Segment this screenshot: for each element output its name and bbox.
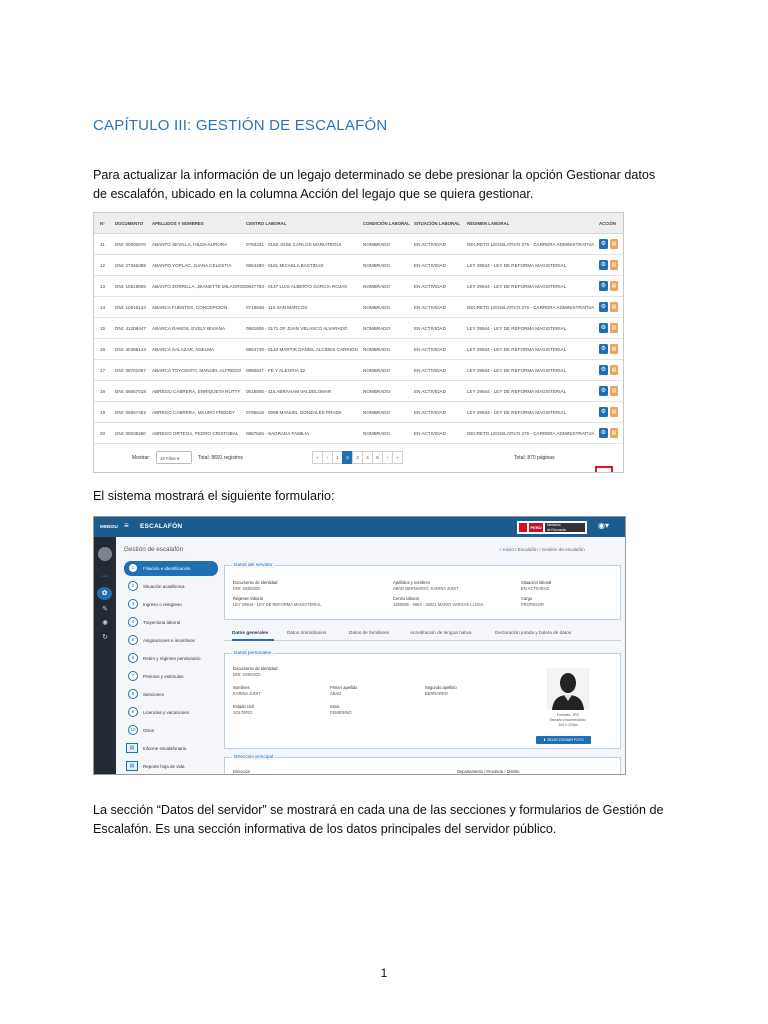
page-button[interactable]: « [312, 451, 323, 464]
manage-escalafon-gear-icon[interactable]: ⚙ [600, 325, 607, 331]
manage-escalafon-gear-icon[interactable]: ⚙ [600, 346, 607, 352]
sidebar-item-label: Informe escalafonario [143, 746, 187, 751]
row-situation: EN ACTIVIDAD [414, 389, 446, 394]
report-document-icon[interactable]: ▤ [611, 283, 617, 289]
row-regime: DECRETO LEGISLATIVO 276 - CARRERA ADMINISTRATIVA [467, 431, 595, 436]
tab-address[interactable]: Datos domiciliarios [287, 630, 327, 635]
tab-declaration[interactable]: Declaración jurada y boleta de datos [495, 630, 572, 635]
avatar [98, 547, 112, 561]
row-condition: NOMBRADO [363, 431, 391, 436]
photo-size-label: Tamaño recomendado: [549, 718, 587, 722]
report-document-icon[interactable]: ▤ [611, 262, 617, 268]
report-document-icon[interactable]: ▤ [611, 430, 617, 436]
step-number-badge: 5 [128, 635, 138, 645]
col-header-names: APELLIDOS Y NOMBRES [152, 221, 204, 226]
personal-data-title: Datos personales [234, 651, 272, 656]
step-number-badge: 9 [128, 707, 138, 717]
person-silhouette-icon [547, 668, 589, 710]
row-number: 12 [100, 263, 106, 268]
server-doc-label: Documento de identidad [233, 580, 278, 585]
step-number-badge: 1 [128, 563, 138, 573]
sidebar-item-label: Reporte hoja de vida [143, 764, 185, 769]
row-document: DNI: 41208447 [115, 326, 146, 331]
report-icon: ▤ [126, 743, 138, 753]
gov-branding [517, 521, 587, 534]
row-condition: NOMBRADO [363, 368, 391, 373]
report-document-icon[interactable]: ▤ [611, 304, 617, 310]
escalafon-form-screenshot [93, 516, 626, 775]
manage-escalafon-gear-icon[interactable]: ⚙ [600, 367, 607, 373]
row-condition: NOMBRADO [363, 347, 391, 352]
table-row [94, 423, 623, 444]
row-names: ABANTO ZORRILLA, JEANETTE MILAGROS [152, 284, 247, 289]
sidebar-item[interactable] [124, 723, 218, 738]
row-names: ABREGO CABRERA, MAURO FREDDY [152, 410, 235, 415]
sidebar-item[interactable] [124, 705, 218, 720]
row-situation: EN ACTIVIDAD [414, 431, 446, 436]
report-document-icon[interactable]: ▤ [611, 388, 617, 394]
row-document: DNI: 00035290 [115, 431, 146, 436]
sidebar-item[interactable] [124, 579, 218, 594]
row-names: ABARCA RAMOS, EVELY BIVIANA [152, 326, 226, 331]
address-label: Dirección [233, 769, 251, 774]
sex-value: FEMENINO [330, 710, 352, 715]
sidebar-item-label: Premios y estímulos [143, 674, 184, 679]
row-condition: NOMBRADO [363, 263, 391, 268]
row-workplace: 0647784 - 0147 LUIS ALBERTO GARCIA ROJAS [246, 284, 348, 289]
row-names: ABANTO SEVILLA, HILDA AURORA [152, 242, 228, 247]
total-records: Total: 8691 registros [198, 455, 244, 461]
dots-icon: ··· [101, 573, 109, 580]
table-row [94, 255, 623, 276]
row-document: DNI: 27346389 [115, 263, 146, 268]
step-number-badge: 4 [128, 617, 138, 627]
sidebar-item-label: Retiro y régimen pensionario [143, 656, 201, 661]
civil-status-value: SOLTERO [233, 710, 253, 715]
row-number: 13 [100, 284, 106, 289]
form-main [224, 561, 621, 775]
closing-line-1: La sección “Datos del servidor” se mostrará en cada una de las secciones y formularios de Gestión de [93, 803, 664, 817]
ministry-line-1: Ministerio [547, 523, 561, 527]
names-value: KARINA JUDIT [233, 691, 261, 696]
row-number: 20 [100, 431, 106, 436]
page-button[interactable]: 5 [372, 451, 383, 464]
row-document: DNI: 00000670 [115, 242, 146, 247]
legajos-table-screenshot [93, 212, 624, 473]
row-workplace: 0881606 - 0171 GF JUAN VELASCO ALVARADO [246, 326, 348, 331]
col-header-condition: CONDICIÓN LABORAL [363, 221, 410, 226]
row-names: ABARCA SALAZAR, ADELMA [152, 347, 215, 352]
manage-escalafon-gear-icon[interactable]: ⚙ [600, 304, 607, 310]
step-number-badge: 10 [128, 725, 138, 735]
manage-escalafon-gear-icon[interactable]: ⚙ [600, 430, 607, 436]
row-condition: NOMBRADO [363, 326, 391, 331]
row-regime: DECRETO LEGISLATIVO 276 - CARRERA ADMINISTRATIVA [467, 242, 595, 247]
row-number: 11 [100, 242, 105, 247]
row-workplace: 0664490 - 0181 MICAELA BASTIDAS [246, 263, 324, 268]
sidebar-item[interactable] [124, 633, 218, 648]
closing-paragraph [93, 801, 683, 839]
step-number-badge: 8 [128, 689, 138, 699]
sidebar-item-label: Trayectoria laboral [143, 620, 181, 625]
row-number: 16 [100, 347, 106, 352]
sidebar-item[interactable] [124, 615, 218, 630]
col-header-regime: RÉGIMEN LABORAL [467, 221, 510, 226]
show-label: Mostrar: [132, 455, 151, 461]
app-title: ESCALAFÓN [140, 523, 183, 530]
row-number: 14 [100, 305, 106, 310]
sex-label: Sexo [330, 704, 340, 709]
page-button[interactable]: 4 [362, 451, 373, 464]
row-situation: EN ACTIVIDAD [414, 263, 446, 268]
row-workplace: 0783231 - 0182 JOSE CARLOS MARIATEGUI [246, 242, 342, 247]
breadcrumb [499, 547, 585, 552]
table-row [94, 234, 623, 255]
sidebar-item-label: Otros [143, 728, 155, 733]
upload-icon: ⬆ [543, 738, 548, 742]
server-workplace-label: Centro laboral [393, 596, 419, 601]
select-photo-label: SELECCIONAR FOTO [547, 738, 584, 742]
icon-rail [94, 537, 116, 775]
page-number: 1 [380, 966, 388, 980]
tab-native-language[interactable]: Acreditación de lengua nativa [410, 630, 472, 635]
row-regime: LEY 29944 - LEY DE REFORMA MAGISTERIAL [467, 326, 567, 331]
active-tab-indicator [232, 639, 274, 641]
row-names: ABARCA TOYOSATO, MANUEL ALFREDO [152, 368, 242, 373]
personal-doc-value: DNI: 40493320 [233, 672, 261, 677]
gov-peru-label: PERÚ [530, 525, 542, 530]
step-number-badge: 6 [128, 653, 138, 663]
sidebar-item-label: Sanciones [143, 692, 165, 697]
breadcrumb-sep: / [515, 547, 517, 552]
row-names: ABARCA FUENTES, CONCEPCION [152, 305, 228, 310]
manage-escalafon-gear-icon[interactable]: ⚙ [600, 262, 607, 268]
breadcrumb-escalafon[interactable]: Escalafón [517, 547, 538, 552]
rows-per-page-value: 10 Filas [160, 456, 176, 461]
row-condition: NOMBRADO [363, 242, 391, 247]
breadcrumb-home[interactable]: Inicio [503, 547, 514, 552]
row-condition: NOMBRADO [363, 389, 391, 394]
sidebar-item[interactable] [124, 597, 218, 612]
app-topbar [94, 517, 625, 537]
server-role-label: Cargo [521, 596, 533, 601]
page-button[interactable]: 1 [332, 451, 343, 464]
total-pages: Total: 870 páginas [514, 455, 555, 461]
row-situation: EN ACTIVIDAD [414, 368, 446, 373]
step-number-badge: 2 [128, 581, 138, 591]
row-workplace: 0785518 - 0089 MANUEL GONZALES PRADA [246, 410, 342, 415]
photo-size-value: 100 x 120px [558, 723, 578, 727]
col-header-number: N° [100, 221, 105, 226]
page-button[interactable]: › [382, 451, 393, 464]
closing-line-2: Escalafón. Es una sección informativa de los datos principales del servidor público. [93, 822, 557, 836]
server-workplace-value: 1380056 - 0863 - 32021 MARIO VARGAS LLOSA [393, 602, 484, 607]
sidebar-item[interactable] [124, 561, 218, 576]
col-header-document: DOCUMENTO [115, 221, 144, 226]
sidebar-item[interactable] [124, 669, 218, 684]
table-row [94, 318, 623, 339]
row-names: ABANTO YOPLAC, JUANA CELESTIA [152, 263, 232, 268]
report-icon: ▤ [126, 761, 138, 771]
report-document-icon[interactable]: ▤ [611, 241, 617, 247]
breadcrumb-sep: / [539, 547, 541, 552]
chevron-down-icon: ▾ [177, 456, 180, 461]
col-header-action: ACCIÓN [599, 221, 616, 226]
address-box [224, 757, 621, 775]
sidebar-item[interactable] [124, 741, 218, 756]
manage-escalafon-gear-icon[interactable]: ⚙ [600, 388, 607, 394]
manage-escalafon-gear-icon[interactable]: ⚙ [600, 283, 607, 289]
ministry-line-2: de Educación [547, 527, 567, 532]
home-icon[interactable]: ⌂ [499, 547, 502, 552]
table-row [94, 381, 623, 402]
chapter-heading: CAPÍTULO III: GESTIÓN DE ESCALAFÓN [93, 117, 388, 134]
ministry-label [545, 523, 585, 532]
row-regime: LEY 29944 - LEY DE REFORMA MAGISTERIAL [467, 368, 567, 373]
report-document-icon[interactable]: ▤ [611, 325, 617, 331]
row-workplace: 0518005 - 115 ABRAHAM VALDELOMAR [246, 389, 332, 394]
row-regime: LEY 29944 - LEY DE REFORMA MAGISTERIAL [467, 389, 567, 394]
location-label: Departamento / Provincia / Distrito [457, 769, 520, 774]
table-row [94, 402, 623, 423]
row-number: 19 [100, 410, 106, 415]
server-situation-label: Situación laboral [521, 580, 552, 585]
row-condition: NOMBRADO [363, 305, 391, 310]
tab-general[interactable]: Datos generales [232, 630, 269, 635]
row-names: ABREGO CABRERA, ENRIQUETA RUTTY [152, 389, 241, 394]
breadcrumb-current: Gestión de escalafón [541, 547, 585, 552]
table-row [94, 297, 623, 318]
tab-family[interactable]: Datos de familiares [349, 630, 390, 635]
server-name-label: Apellidos y nombres [393, 580, 430, 585]
sidebar-item-label: Ingreso o reingreso [143, 602, 182, 607]
server-data-box [224, 565, 621, 620]
sidebar-item-label: Licencias y vacaciones [143, 710, 190, 715]
table-row [94, 360, 623, 381]
first-surname-value: ABAD [330, 691, 342, 696]
col-header-situation: SITUACIÓN LABORAL [414, 221, 460, 226]
row-workplace: 0980647 - FE Y ALEGRIA 32 [246, 368, 306, 373]
pagination [312, 451, 402, 464]
settings-icon[interactable]: ✺ [102, 620, 108, 627]
rows-per-page-select[interactable] [156, 451, 192, 464]
sidebar-item-label: Filiación e identificación [143, 566, 191, 571]
step-number-badge: 7 [128, 671, 138, 681]
personal-doc-label: Documento de identidad [233, 666, 278, 671]
sidebar-item[interactable] [124, 687, 218, 702]
server-regime-label: Régimen laboral [233, 596, 263, 601]
server-situation-value: EN ACTIVIDAD [521, 586, 550, 591]
row-regime: LEY 29944 - LEY DE REFORMA MAGISTERIAL [467, 347, 567, 352]
server-role-value: PROFESOR [521, 602, 544, 607]
page-button[interactable]: ‹ [322, 451, 333, 464]
row-number: 17 [100, 368, 106, 373]
intro-line-1: Para actualizar la información de un legajo determinado se debe presionar la opción Gestionar datos [93, 168, 656, 182]
minedu-logo: MINEDU [100, 524, 118, 529]
intro-line-2: de escalafón, ubicado en la columna Acción del legajo que se quiera gestionar. [93, 187, 534, 201]
table-row [94, 339, 623, 360]
form-tabs [224, 627, 621, 641]
section-sidebar [124, 561, 218, 775]
col-header-workplace: CENTRO LABORAL [246, 221, 287, 226]
user-menu-icon[interactable]: ◉▾ [598, 521, 609, 530]
row-regime: LEY 29944 - LEY DE REFORMA MAGISTERIAL [467, 284, 567, 289]
civil-status-label: Estado civil [233, 704, 254, 709]
form-intro-paragraph: El sistema mostrará el siguiente formulario: [93, 489, 335, 503]
row-situation: EN ACTIVIDAD [414, 326, 446, 331]
second-surname-value: BERNARDO [425, 691, 449, 696]
row-document: DNI: 10816134 [115, 305, 146, 310]
sidebar-item[interactable] [124, 651, 218, 666]
row-situation: EN ACTIVIDAD [414, 284, 446, 289]
page-title: Gestión de escalafón [124, 546, 184, 553]
row-condition: NOMBRADO [363, 284, 391, 289]
select-photo-button[interactable] [536, 736, 591, 744]
manage-escalafon-gear-icon[interactable]: ⚙ [600, 241, 607, 247]
row-situation: EN ACTIVIDAD [414, 305, 446, 310]
row-regime: LEY 29944 - LEY DE REFORMA MAGISTERIAL [467, 263, 567, 268]
row-number: 18 [100, 389, 106, 394]
step-number-badge: 3 [128, 599, 138, 609]
table-row [94, 276, 623, 297]
row-document: DNI: 06701067 [115, 368, 146, 373]
first-surname-label: Primer apellido [330, 685, 358, 690]
row-situation: EN ACTIVIDAD [414, 347, 446, 352]
server-data-title: Datos del servidor [234, 563, 273, 568]
row-regime: LEY 29944 - LEY DE REFORMA MAGISTERIAL [467, 410, 567, 415]
page-button[interactable]: » [392, 451, 403, 464]
server-regime-value: LEY 29944 - LEY DE REFORMA MAGISTERIAL [233, 602, 322, 607]
sidebar-item[interactable] [124, 759, 218, 774]
page-button[interactable]: 2 [342, 451, 353, 464]
sidebar-item-label: Asignaciones e incentivos [143, 638, 195, 643]
server-doc-value: DNI: 40493320 [233, 586, 261, 591]
server-name-value: ABAD BERNARDO, KARINA JUDIT [393, 586, 459, 591]
table-footer [94, 443, 623, 473]
row-number: 15 [100, 326, 106, 331]
report-document-icon[interactable]: ▤ [611, 409, 617, 415]
report-document-icon[interactable]: ▤ [611, 367, 617, 373]
sidebar-item-label: Situación académica [143, 584, 185, 589]
row-workplace: 0987626 - SAGRADA FAMILIA [246, 431, 310, 436]
row-condition: NOMBRADO [363, 410, 391, 415]
row-workplace: 0664748 - 0142 MARTIR DANIEL ALCIDES CARRION [246, 347, 358, 352]
photo-format: Formato: JPG [556, 713, 580, 717]
wrench-icon[interactable]: ✎ [102, 606, 108, 613]
names-label: Nombres [233, 685, 250, 690]
row-names: ABREGO ORTEGA, PEDRO CRISTOBAL [152, 431, 239, 436]
report-document-icon[interactable]: ▤ [611, 346, 617, 352]
row-situation: EN ACTIVIDAD [414, 242, 446, 247]
row-regime: DECRETO LEGISLATIVO 276 - CARRERA ADMINISTRATIVA [467, 305, 595, 310]
row-document: DNI: 40398144 [115, 347, 146, 352]
row-document: DNI: 06657018 [115, 389, 146, 394]
peru-shield-icon [519, 523, 527, 532]
personal-data-box [224, 653, 621, 749]
gear-icon[interactable]: ✿ [97, 587, 112, 600]
address-title: Dirección principal [234, 755, 274, 760]
row-document: DNI: 10519506 [115, 284, 146, 289]
table-header [94, 213, 623, 234]
intro-paragraph [93, 166, 683, 204]
menu-icon[interactable]: ≡ [124, 521, 129, 530]
row-workplace: 0718548 - 110 SAN MARCOS [246, 305, 308, 310]
page-button[interactable]: 3 [352, 451, 363, 464]
profile-photo [547, 668, 589, 710]
second-surname-label: Segundo apellido [425, 685, 457, 690]
row-situation: EN ACTIVIDAD [414, 410, 446, 415]
manage-escalafon-gear-icon[interactable]: ⚙ [600, 409, 607, 415]
row-document: DNI: 06557452 [115, 410, 146, 415]
refresh-icon[interactable]: ↻ [102, 634, 108, 641]
